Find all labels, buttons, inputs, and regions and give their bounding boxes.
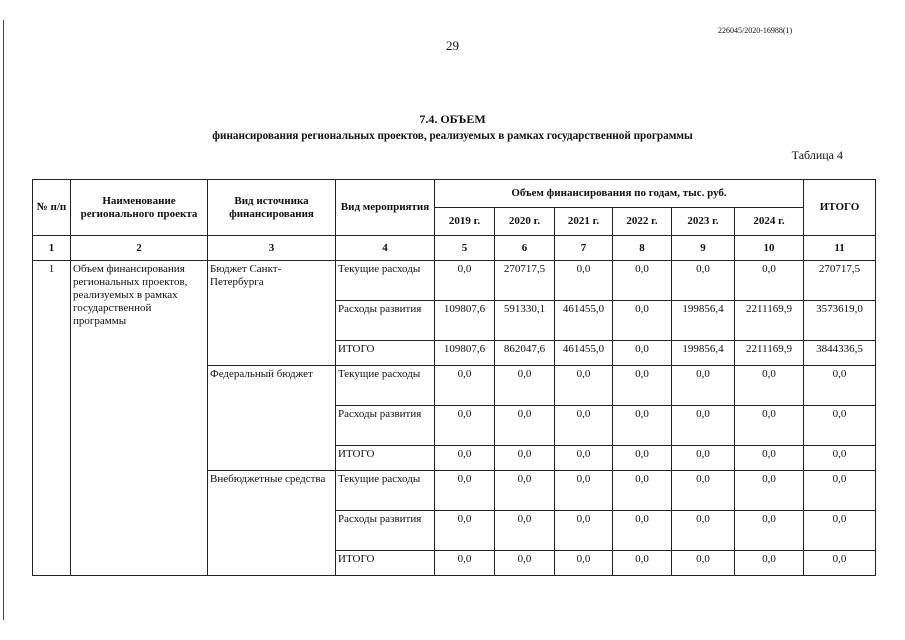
value-cell: 0,0 [613,406,672,446]
value-cell: 0,0 [495,551,555,576]
source-cell: Внебюджетные средства [208,471,336,576]
table-row [33,261,876,301]
total-cell: 0,0 [804,471,876,511]
value-cell: 0,0 [672,366,735,406]
column-number: 7 [555,236,613,261]
column-number: 8 [613,236,672,261]
activity-cell: Расходы развития [336,511,435,551]
section-title: 7.4. ОБЪЕМ [419,112,486,126]
header-funding-group: Объем финансирования по годам, тыс. руб. [435,180,804,208]
value-cell: 0,0 [735,446,804,471]
value-cell: 0,0 [495,406,555,446]
value-cell: 0,0 [672,511,735,551]
value-cell: 0,0 [435,261,495,301]
total-cell: 0,0 [804,511,876,551]
column-number: 9 [672,236,735,261]
value-cell: 0,0 [735,471,804,511]
value-cell: 0,0 [435,511,495,551]
total-cell: 270717,5 [804,261,876,301]
table-label: Таблица 4 [791,148,843,162]
value-cell: 0,0 [555,261,613,301]
value-cell: 0,0 [613,446,672,471]
funding-table [32,179,876,576]
value-cell: 109807,6 [435,341,495,366]
value-cell: 0,0 [555,551,613,576]
value-cell: 0,0 [613,471,672,511]
value-cell: 0,0 [613,511,672,551]
column-number: 4 [336,236,435,261]
total-cell: 0,0 [804,366,876,406]
total-cell: 3573619,0 [804,301,876,341]
value-cell: 0,0 [672,471,735,511]
value-cell: 0,0 [672,446,735,471]
value-cell: 0,0 [735,406,804,446]
value-cell: 0,0 [435,471,495,511]
value-cell: 0,0 [672,551,735,576]
value-cell: 109807,6 [435,301,495,341]
project-number-cell: 1 [33,261,71,576]
activity-cell: ИТОГО [336,341,435,366]
column-number: 5 [435,236,495,261]
activity-cell: Расходы развития [336,406,435,446]
column-number: 11 [804,236,876,261]
value-cell: 0,0 [672,261,735,301]
value-cell: 591330,1 [495,301,555,341]
header-source: Вид источника финансирования [208,180,336,236]
activity-cell: Текущие расходы [336,261,435,301]
value-cell: 0,0 [735,551,804,576]
value-cell: 0,0 [613,551,672,576]
header-year: 2020 г. [495,208,555,236]
header-year: 2021 г. [555,208,613,236]
header-project-name: Наименование регионального проекта [71,180,208,236]
value-cell: 0,0 [435,406,495,446]
value-cell: 0,0 [495,366,555,406]
column-number: 10 [735,236,804,261]
value-cell: 0,0 [555,406,613,446]
value-cell: 0,0 [435,446,495,471]
header-year: 2024 г. [735,208,804,236]
header-year: 2022 г. [613,208,672,236]
value-cell: 0,0 [555,471,613,511]
activity-cell: ИТОГО [336,551,435,576]
value-cell: 2211169,9 [735,301,804,341]
value-cell: 0,0 [613,301,672,341]
value-cell: 461455,0 [555,301,613,341]
column-number: 1 [33,236,71,261]
value-cell: 199856,4 [672,341,735,366]
page-number: 29 [446,38,459,53]
activity-cell: Текущие расходы [336,366,435,406]
value-cell: 0,0 [495,471,555,511]
value-cell: 0,0 [735,261,804,301]
value-cell: 0,0 [672,406,735,446]
value-cell: 2211169,9 [735,341,804,366]
column-number: 2 [71,236,208,261]
header-year: 2023 г. [672,208,735,236]
value-cell: 0,0 [613,341,672,366]
value-cell: 0,0 [435,551,495,576]
value-cell: 0,0 [495,511,555,551]
total-cell: 3844336,5 [804,341,876,366]
total-cell: 0,0 [804,446,876,471]
value-cell: 0,0 [495,446,555,471]
value-cell: 0,0 [735,511,804,551]
section-subtitle: финансирования региональных проектов, реализуемых в рамках государственной программы [212,130,693,142]
activity-cell: ИТОГО [336,446,435,471]
value-cell: 199856,4 [672,301,735,341]
value-cell: 0,0 [555,446,613,471]
source-cell: Бюджет Санкт-Петербурга [208,261,336,366]
header-total: ИТОГО [804,180,876,236]
value-cell: 0,0 [613,261,672,301]
activity-cell: Расходы развития [336,301,435,341]
value-cell: 0,0 [555,366,613,406]
value-cell: 0,0 [555,511,613,551]
document-number: 226045/2020-16988(1) [718,26,793,35]
total-cell: 0,0 [804,551,876,576]
header-year: 2019 г. [435,208,495,236]
header-num: № п/п [33,180,71,236]
value-cell: 0,0 [435,366,495,406]
activity-cell: Текущие расходы [336,471,435,511]
value-cell: 862047,6 [495,341,555,366]
value-cell: 461455,0 [555,341,613,366]
value-cell: 270717,5 [495,261,555,301]
header-activity: Вид мероприятия [336,180,435,236]
column-number: 6 [495,236,555,261]
column-number: 3 [208,236,336,261]
page-edge-line [3,20,4,620]
project-name-cell: Объем финансирования региональных проектов, реализуемых в рамках государственной программы [71,261,208,576]
total-cell: 0,0 [804,406,876,446]
source-cell: Федеральный бюджет [208,366,336,471]
value-cell: 0,0 [735,366,804,406]
value-cell: 0,0 [613,366,672,406]
